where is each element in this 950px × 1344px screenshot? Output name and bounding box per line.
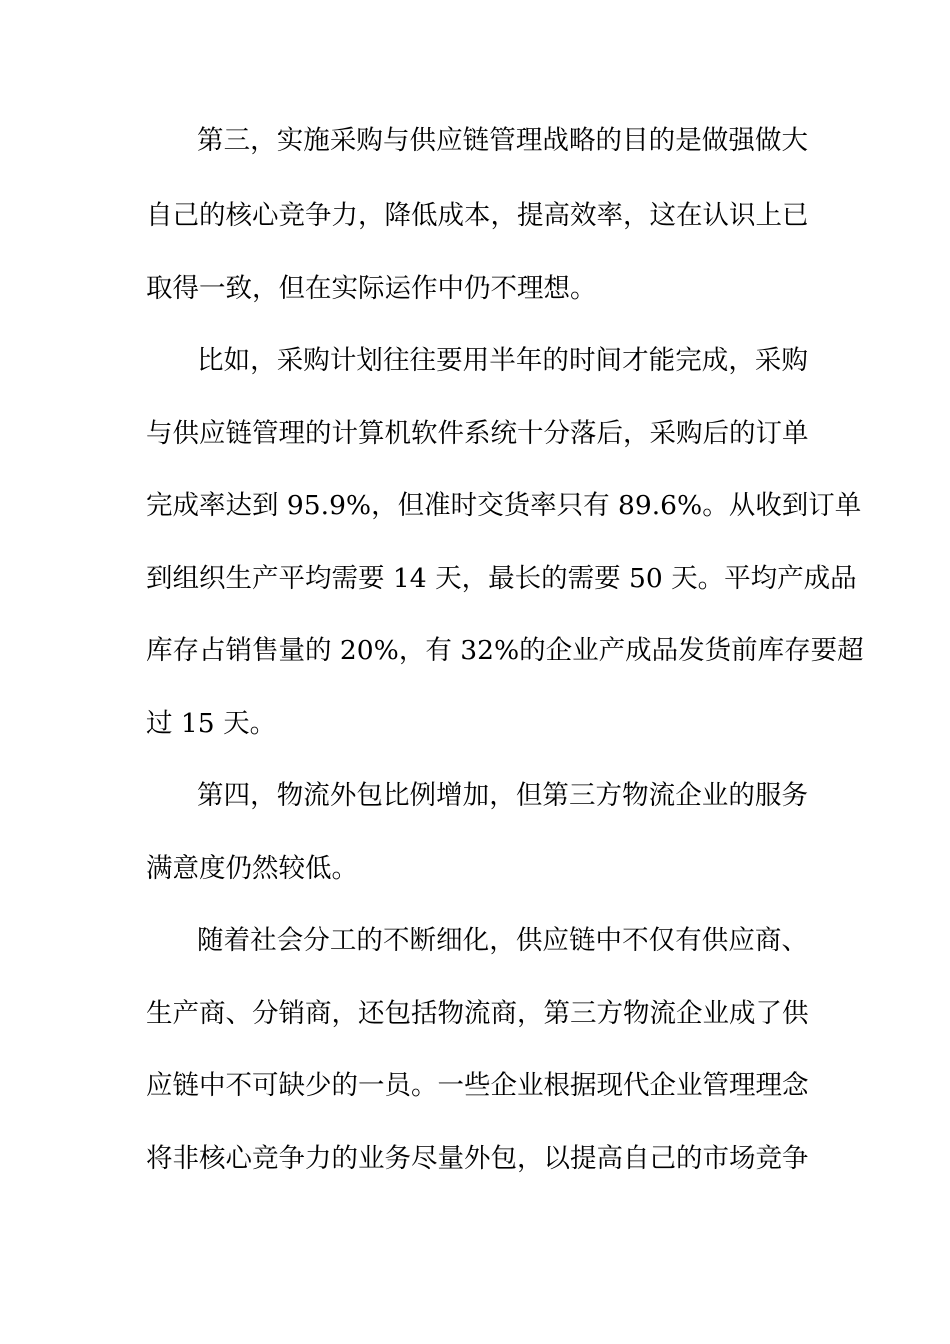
text-line: 到组织生产平均需要 14 天，最长的需要 50 天。平均产成品 bbox=[146, 563, 857, 594]
text-line: 库存占销售量的 20%，有 32%的企业产成品发货前库存要超 bbox=[146, 635, 864, 666]
text-line: 应链中不可缺少的一员。一些企业根据现代企业管理理念 bbox=[146, 1070, 809, 1101]
text-line: 完成率达到 95.9%，但准时交货率只有 89.6%。从收到订单 bbox=[146, 490, 862, 521]
text-line: 取得一致，但在实际运作中仍不理想。 bbox=[146, 273, 597, 304]
text-line: 过 15 天。 bbox=[146, 708, 277, 739]
text-line: 随着社会分工的不断细化，供应链中不仅有供应商、 bbox=[197, 925, 808, 956]
text-line: 满意度仍然较低。 bbox=[146, 853, 358, 884]
text-line: 生产商、分销商，还包括物流商，第三方物流企业成了供 bbox=[146, 998, 809, 1029]
text-line: 与供应链管理的计算机软件系统十分落后，采购后的订单 bbox=[146, 418, 809, 449]
text-line: 将非核心竞争力的业务尽量外包，以提高自己的市场竞争 bbox=[146, 1143, 809, 1174]
text-line: 第四，物流外包比例增加，但第三方物流企业的服务 bbox=[197, 780, 808, 811]
text-line: 比如，采购计划往往要用半年的时间才能完成，采购 bbox=[197, 345, 808, 376]
text-line: 第三，实施采购与供应链管理战略的目的是做强做大 bbox=[197, 125, 808, 156]
text-line: 自己的核心竞争力，降低成本，提高效率，这在认识上已 bbox=[146, 200, 809, 231]
